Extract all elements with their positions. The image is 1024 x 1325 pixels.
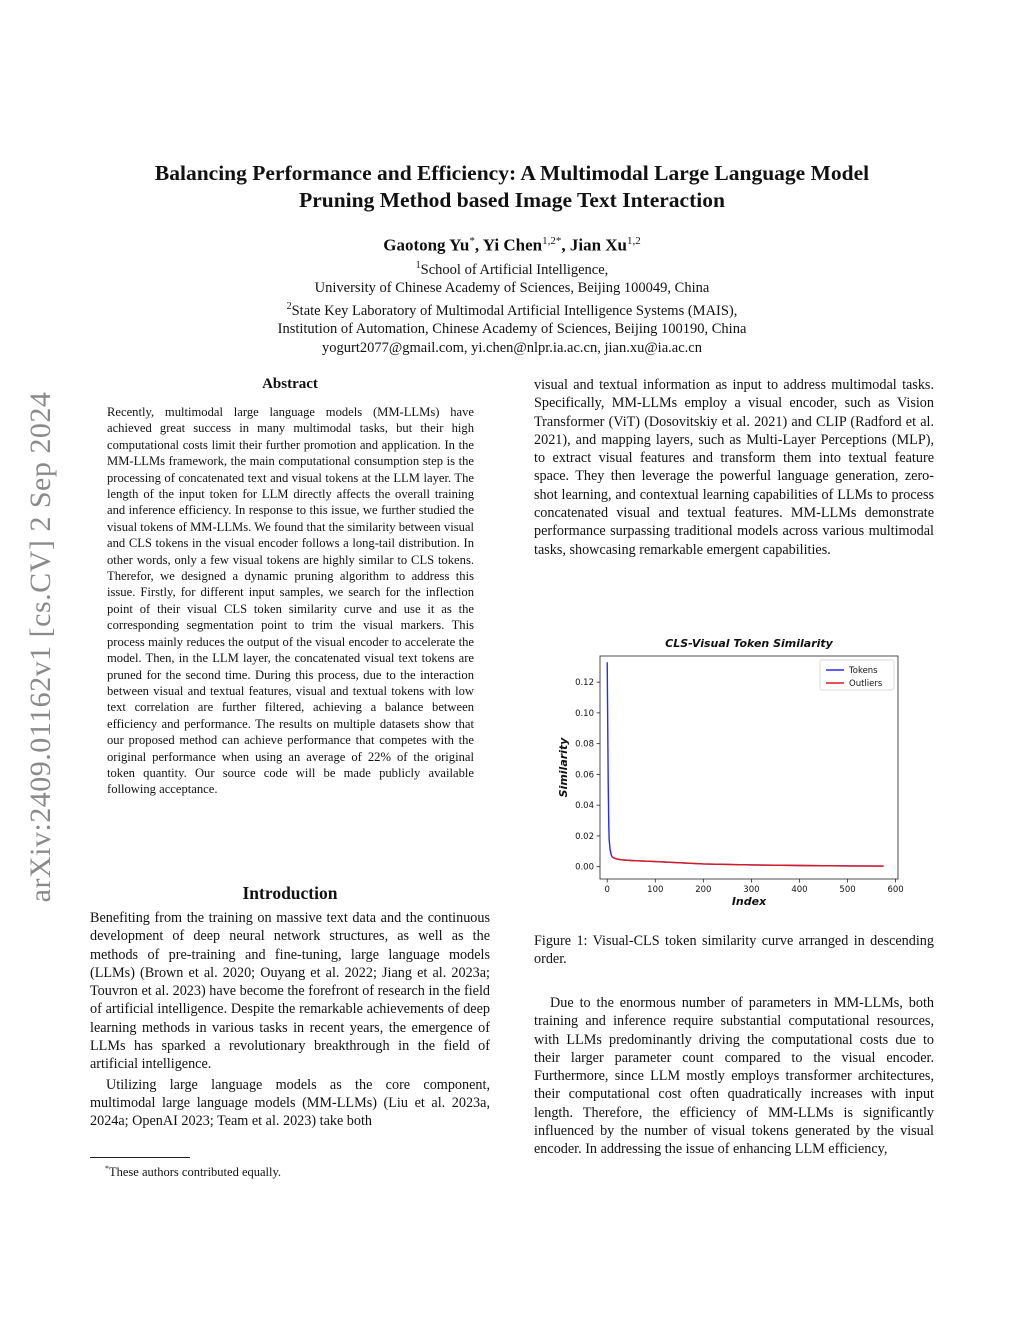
- x-tick-label: 200: [695, 885, 712, 895]
- y-axis-label: Similarity: [557, 737, 570, 798]
- figure-caption: Figure 1: Visual-CLS token similarity curve arranged in descending order.: [534, 933, 934, 968]
- x-tick-label: 0: [604, 885, 610, 895]
- author-name: Yi Chen: [482, 235, 543, 255]
- abstract-text: Recently, multimodal large language models (MM-LLMs) have achieved great success in many multimodal tasks, but their high computational costs limit their further promotion and application. In the MM-LLMs framework, the main computational consumption step is the processing of concatenated text and visual tokens at the LLM layer. The length of the input token for LLM directly affects the overall training and inference efficiency. In response to this issue, we further studied the visual tokens of MM-LLMs. We found that the similarity between visual and CLS tokens in the visual encoder follows a long-tail distribution. In other words, only a few visual tokens are highly similar to CLS tokens. Therefor, we designed a dynamic pruning algorithm to address this issue. Firstly, for different input samples, we search for the inflection point of their visual CLS token similarity curve and use it as the corresponding segmentation point to trim the visual markers. This process mainly reduces the output of the visual encoder to accelerate the model. Then, in the LLM layer, the concatenated visual text tokens are pruned for the second time. During this process, due to the interaction between visual and textual features, visual and textual tokens with low text correlation are further filtered, achieving a balance between efficiency and performance. The results on multiple datasets show that our proposed method can achieve performance that competes with the original performance when using an average of 22% of the original token quantity. Our source code will be made publicly available following acceptance.: [107, 405, 474, 797]
- footnote-text: These authors contributed equally.: [109, 1165, 282, 1180]
- legend-label-tokens: Tokens: [849, 666, 878, 676]
- y-tick-label: 0.02: [575, 831, 594, 842]
- y-tick-label: 0.06: [575, 770, 594, 781]
- arxiv-stamp: [16, 365, 66, 930]
- right-column-paragraph-2: Due to the enormous number of parameters in MM-LLMs, both training and inference require substantial computational resources, with LLMs predominantly driving the computational costs due to their larger parameter count compared to the visual encoder. Furthermore, since LLM mostly employs transformer architectures, their computational cost often quadratically increases with input length. Therefore, the efficiency of MM-LLMs is significantly influenced by the number of visual tokens generated by the visual encoder. In addressing the issue of enhancing LLM efficiency,: [534, 995, 934, 1158]
- x-tick-label: 500: [839, 885, 856, 895]
- series-line-outliers: [612, 857, 884, 866]
- footnote-rule: [90, 1157, 190, 1158]
- similarity-chart: [534, 630, 934, 915]
- title-line-1: Balancing Performance and Efficiency: A Multimodal Large Language Model: [154, 161, 870, 185]
- author-affiliation-mark: 1,2: [627, 235, 641, 247]
- abstract-heading: Abstract: [262, 376, 318, 392]
- author-separator: ,: [561, 235, 570, 255]
- x-tick-label: 400: [791, 885, 808, 895]
- introduction-paragraph-1: Benefiting from the training on massive text data and the continuous development of deep neural network structures, as well as the methods of pre-training and fine-tuning, large language models (LLMs) (Brown et al. 2020; Ouyang et al. 2022; Jiang et al. 2023a; Touvron et al. 2023) have become the forefront of research in the field of artificial intelligence. Despite the remarkable achievements of deep learning methods in various tasks in recent years, the emergence of LLMs has sparked a revolutionary breakthrough in the field of artificial intelligence.: [90, 910, 490, 1073]
- affiliation-1-name: School of Artificial Intelligence,: [420, 261, 609, 278]
- footnote: [105, 1161, 281, 1180]
- affiliation-1-line-2: University of Chinese Academy of Sciences, Beijing 100049, China: [314, 280, 710, 297]
- x-axis-label: Index: [731, 895, 767, 908]
- introduction-body: [90, 909, 490, 1131]
- y-tick-label: 0.12: [575, 678, 594, 689]
- x-tick-label: 600: [887, 885, 904, 895]
- right-column-paragraph-1: visual and textual information as input to address multimodal tasks. Specifically, MM-LLMs employ a visual encoder, such as Vision Transformer (ViT) (Dosovitskiy et al. 2021) and CLIP (Radford et al. 2021), and mapping layers, such as Multi-Layer Perceptions (MLP), to extract visual features and transform them into textual feature space. They then leverage the powerful language generation, zero-shot learning, and contextual learning capabilities of LLMs to process concatenated visual and textual features. MM-LLMs demonstrate performance surpassing traditional models across various multimodal tasks, showcasing remarkable emergent capabilities.: [534, 377, 934, 558]
- affiliations: [60, 257, 964, 357]
- affiliation-1-mark: 1: [415, 260, 421, 271]
- x-tick-label: 300: [743, 885, 760, 895]
- y-tick-label: 0.10: [575, 708, 594, 719]
- introduction-paragraph-2: Utilizing large language models as the core component, multimodal large language models (MM-LLMs) (Liu et al. 2023a, 2024a; OpenAI 2023; Team et al. 2023) take both: [90, 1076, 490, 1130]
- y-tick-label: 0.00: [575, 862, 594, 873]
- paper-title: [60, 160, 964, 214]
- author-name: Jian Xu: [569, 235, 628, 255]
- author-affiliation-mark: *: [469, 235, 475, 247]
- author-name: Gaotong Yu: [383, 235, 470, 255]
- author-emails: yogurt2077@gmail.com, yi.chen@nlpr.ia.ac.cn, jian.xu@ia.ac.cn: [322, 339, 702, 356]
- affiliation-2-name: State Key Laboratory of Multimodal Artificial Intelligence Systems (MAIS),: [291, 302, 738, 319]
- affiliation-2-line-1: [60, 298, 964, 320]
- affiliation-2-line-2: Institution of Automation, Chinese Academy of Sciences, Beijing 100190, China: [277, 321, 747, 338]
- y-tick-label: 0.08: [575, 739, 594, 750]
- affiliation-2-mark: 2: [286, 300, 292, 312]
- figure-1: [534, 630, 934, 915]
- title-line-2: Pruning Method based Image Text Interaction: [299, 188, 725, 212]
- author-separator: ,: [474, 235, 483, 255]
- introduction-heading: Introduction: [242, 883, 338, 903]
- author-list: [60, 230, 964, 257]
- footnote-mark: *: [105, 1164, 109, 1173]
- x-tick-label: 100: [647, 885, 664, 895]
- series-line-tokens: [607, 662, 883, 866]
- author-affiliation-mark: 1,2*: [542, 235, 562, 247]
- y-tick-label: 0.04: [575, 801, 594, 812]
- chart-title: CLS-Visual Token Similarity: [665, 637, 833, 650]
- arxiv-identifier: arXiv:2409.01162v1 [cs.CV] 2 Sep 2024: [24, 391, 57, 903]
- affiliation-1-line-1: [60, 257, 964, 279]
- legend-label-outliers: Outliers: [849, 679, 883, 689]
